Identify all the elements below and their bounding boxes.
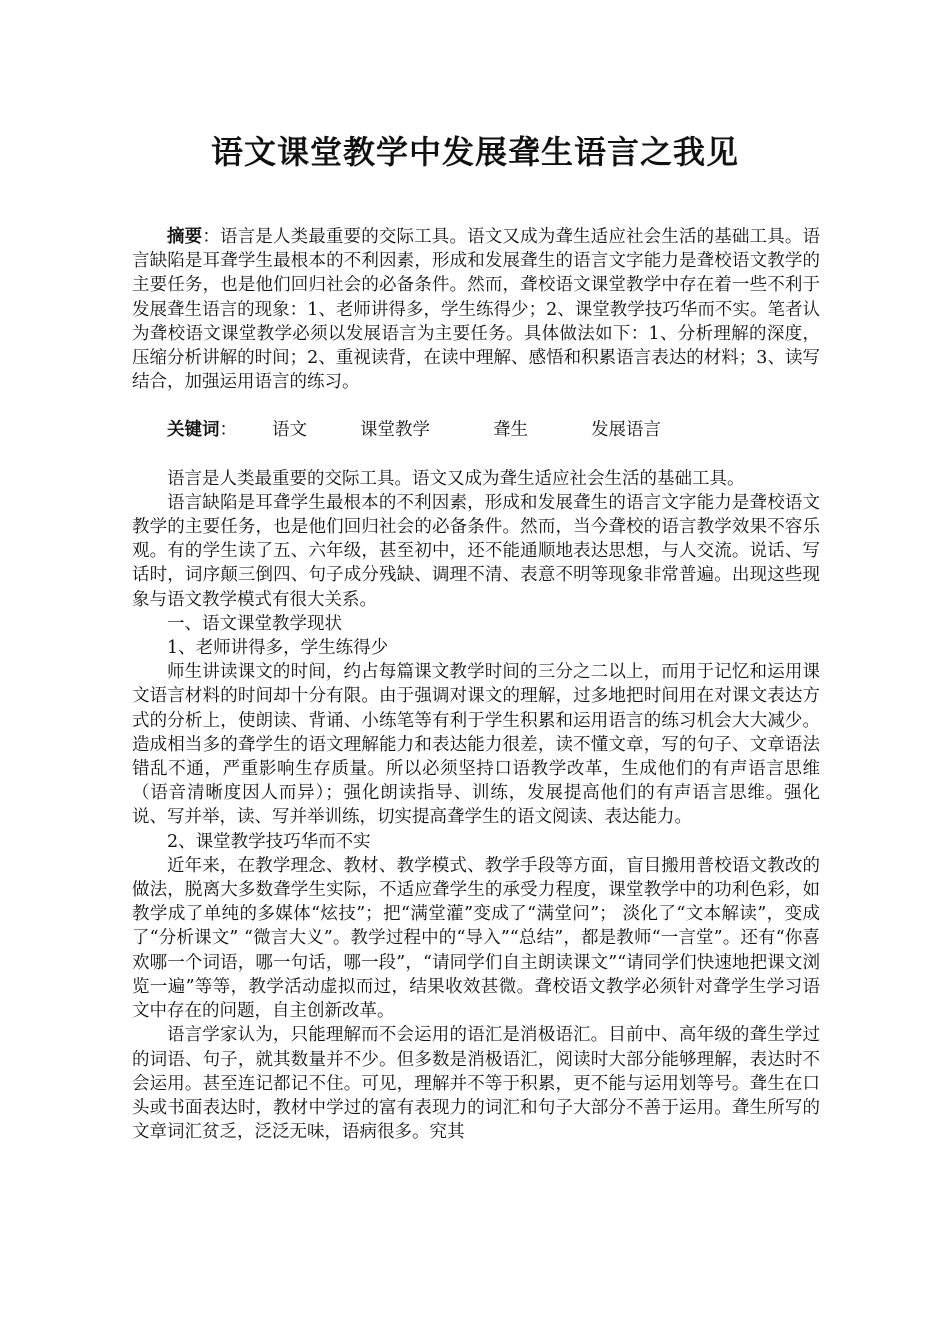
section-heading: 一、语文课堂教学现状 — [167, 613, 342, 634]
keywords-paragraph — [132, 418, 820, 442]
subsection-heading: 2、课堂教学技巧华而不实 — [167, 831, 371, 852]
abstract-label: 摘要 — [167, 227, 203, 247]
body-paragraph: 近年来，在教学理念、教材、教学模式、教学手段等方面，盲目搬用普校语文教改的做法，脱离大多数聋学生实际，不适应聋学生的承受力程度，课堂教学中的功利色彩，如教学成了单纯的多媒体“炫技”；把“满堂灌”变成了“满堂问”； 淡化了“文本解读”，变成了“分析课文” “微言大义”。教学过程中的“导入”“总结”，都是教师“一言堂”。还有“你喜欢哪一个词语，哪一句话，哪一段”，“请同学们自主朗读课文”“请同学们快速地把课文浏览一遍”等等，教学活动虚拟而过，结果收效甚微。聋校语文教学必须针对聋学生学习语文中存在的问题，自主创新改革。 — [132, 855, 820, 1022]
keyword-item: 发展语言 — [591, 420, 661, 441]
keyword-item: 语文 — [272, 420, 307, 441]
body-paragraph: 语言学家认为，只能理解而不会运用的语汇是消极语汇。目前中、高年级的聋生学过的词语、句子，就其数量并不少。但多数是消极语汇，阅读时大部分能够理解，表达时不会运用。甚至连记都记不住。可见，理解并不等于积累，更不能与运用划等号。聋生在口头或书面表达时，教材中学过的富有表现力的词汇和句子大部分不善于运用。聋生所写的文章词汇贫乏，泛泛无味，语病很多。究其 — [132, 1025, 820, 1143]
body-paragraph: 语言是人类最重要的交际工具。语文又成为聋生适应社会生活的基础工具。 — [167, 468, 745, 489]
subsection-heading: 1、老师讲得多，学生练得少 — [167, 638, 389, 659]
document-title: 语文课堂教学中发展聋生语言之我见 — [210, 133, 739, 171]
body-paragraph: 师生讲读课文的时间，约占每篇课文教学时间的三分之二以上，而用于记忆和运用课文语言材料的时间却十分有限。由于强调对课文的理解，过多地把时间用在对课文表达方式的分析上，使朗读、背诵、小练笔等有利于学生积累和运用语言的练习机会大大减少。造成相当多的聋学生的语文理解能力和表达能力很差，读不懂文章，写的句子、文章语法错乱不通，严重影响生存质量。所以必须坚持口语教学改革，生成他们的有声语言思维（语音清晰度因人而异）；强化朗读指导、训练，发展提高他们的有声语言思维。强化说、写并举，读、写并举训练，切实提高聋学生的语文阅读、表达能力。 — [132, 662, 820, 828]
keyword-item: 聋生 — [493, 420, 528, 441]
abstract-separator: ： — [202, 227, 220, 247]
keywords-label: 关键词 — [167, 420, 220, 441]
abstract-paragraph — [132, 225, 820, 394]
document-content — [132, 225, 820, 1144]
keyword-item: 课堂教学 — [360, 420, 430, 441]
keywords-separator: ： — [219, 420, 237, 441]
abstract-text: 语言是人类最重要的交际工具。语文又成为聋生适应社会生活的基础工具。语言缺陷是耳聋学生最根本的不利因素，形成和发展聋生的语言文字能力是聋校语文教学的主要任务，也是他们回归社会的必备条件。然而，聋校语文课堂教学中存在着一些不利于发展聋生语言的现象：1、老师讲得多，学生练得少；2、课堂教学技巧华而不实。笔者认为聋校语文课堂教学必须以发展语言为主要任务。具体做法如下：1、分析理解的深度，压缩分析讲解的时间；2、重视读背，在读中理解、感悟和积累语言表达的材料；3、读写结合，加强运用语言的练习。 — [132, 227, 821, 393]
body-paragraph: 语言缺陷是耳聋学生最根本的不利因素，形成和发展聋生的语言文字能力是聋校语文教学的主要任务，也是他们回归社会的必备条件。然而，当今聋校的语言教学效果不容乐观。有的学生读了五、六年级，甚至初中，还不能通顺地表达思想，与人交流。说话、写话时，词序颠三倒四、句子成分残缺、调理不清、表意不明等现象非常普遍。出现这些现象与语文教学模式有很大关系。 — [132, 492, 820, 610]
